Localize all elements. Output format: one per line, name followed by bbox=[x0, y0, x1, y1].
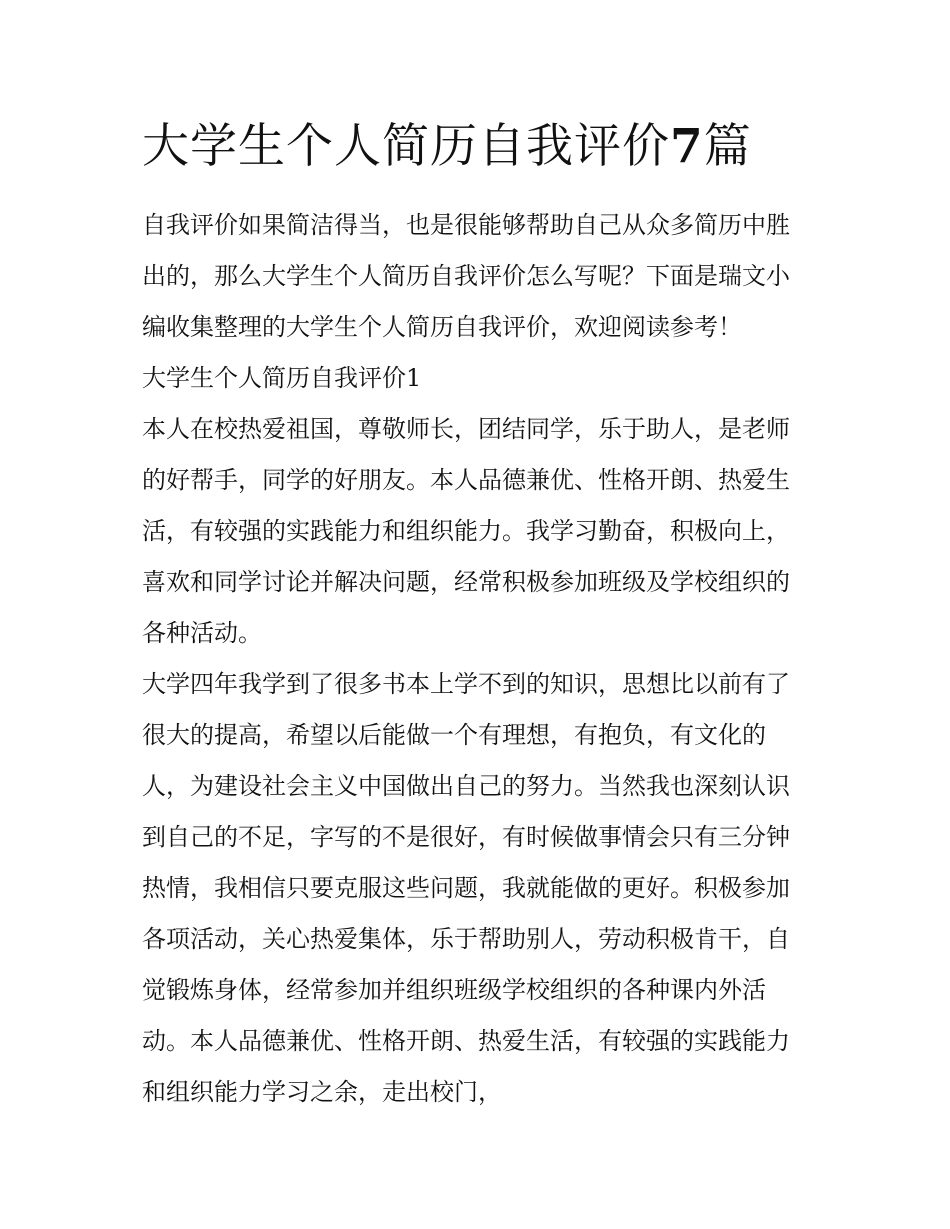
paragraph-1-line-3: 活，有较强的实践能力和组织能力。我学习勤奋，积极向上， bbox=[142, 517, 790, 545]
paragraph-1-line-2: 的好帮手，同学的好朋友。本人品德兼优、性格开朗、热爱生 bbox=[142, 466, 790, 494]
paragraph-2-line-2: 很大的提高，希望以后能做一个有理想，有抱负，有文化的 bbox=[142, 721, 766, 749]
document-title bbox=[142, 112, 814, 182]
title-suffix: 篇 bbox=[703, 119, 752, 174]
intro-line-1: 自我评价如果简洁得当，也是很能够帮助自己从众多简历中胜 bbox=[142, 211, 790, 239]
document-body bbox=[142, 200, 814, 1118]
paragraph-2-line-1: 大学四年我学到了很多书本上学不到的知识，思想比以前有了 bbox=[142, 670, 790, 698]
paragraph-1-line-1: 本人在校热爱祖国，尊敬师长，团结同学，乐于助人，是老师 bbox=[142, 415, 790, 443]
paragraph-1-line-5: 各种活动。 bbox=[142, 619, 262, 647]
intro-line-3: 编收集整理的大学生个人简历自我评价，欢迎阅读参考！ bbox=[142, 313, 742, 341]
paragraph-2-line-8: 动。本人品德兼优、性格开朗、热爱生活，有较强的实践能力 bbox=[142, 1027, 790, 1055]
paragraph-2-line-7: 觉锻炼身体，经常参加并组织班级学校组织的各种课内外活 bbox=[142, 976, 766, 1004]
document-page bbox=[142, 112, 814, 1118]
paragraph-2-line-6: 各项活动，关心热爱集体，乐于帮助别人，劳动积极肯干，自 bbox=[142, 925, 790, 953]
paragraph-1-line-4: 喜欢和同学讨论并解决问题，经常积极参加班级及学校组织的 bbox=[142, 568, 790, 596]
paragraph-2-line-4: 到自己的不足，字写的不是很好，有时候做事情会只有三分钟 bbox=[142, 823, 790, 851]
title-number: 7 bbox=[670, 119, 704, 174]
title-text: 大学生个人简历自我评价 bbox=[142, 119, 670, 174]
section-heading-1: 大学生个人简历自我评价1 bbox=[142, 364, 422, 392]
paragraph-2-line-5: 热情，我相信只要克服这些问题，我就能做的更好。积极参加 bbox=[142, 874, 790, 902]
paragraph-2-line-9: 和组织能力学习之余，走出校门， bbox=[142, 1078, 502, 1106]
intro-line-2: 出的，那么大学生个人简历自我评价怎么写呢？下面是瑞文小 bbox=[142, 262, 790, 290]
paragraph-2-line-3: 人，为建设社会主义中国做出自己的努力。当然我也深刻认识 bbox=[142, 772, 790, 800]
